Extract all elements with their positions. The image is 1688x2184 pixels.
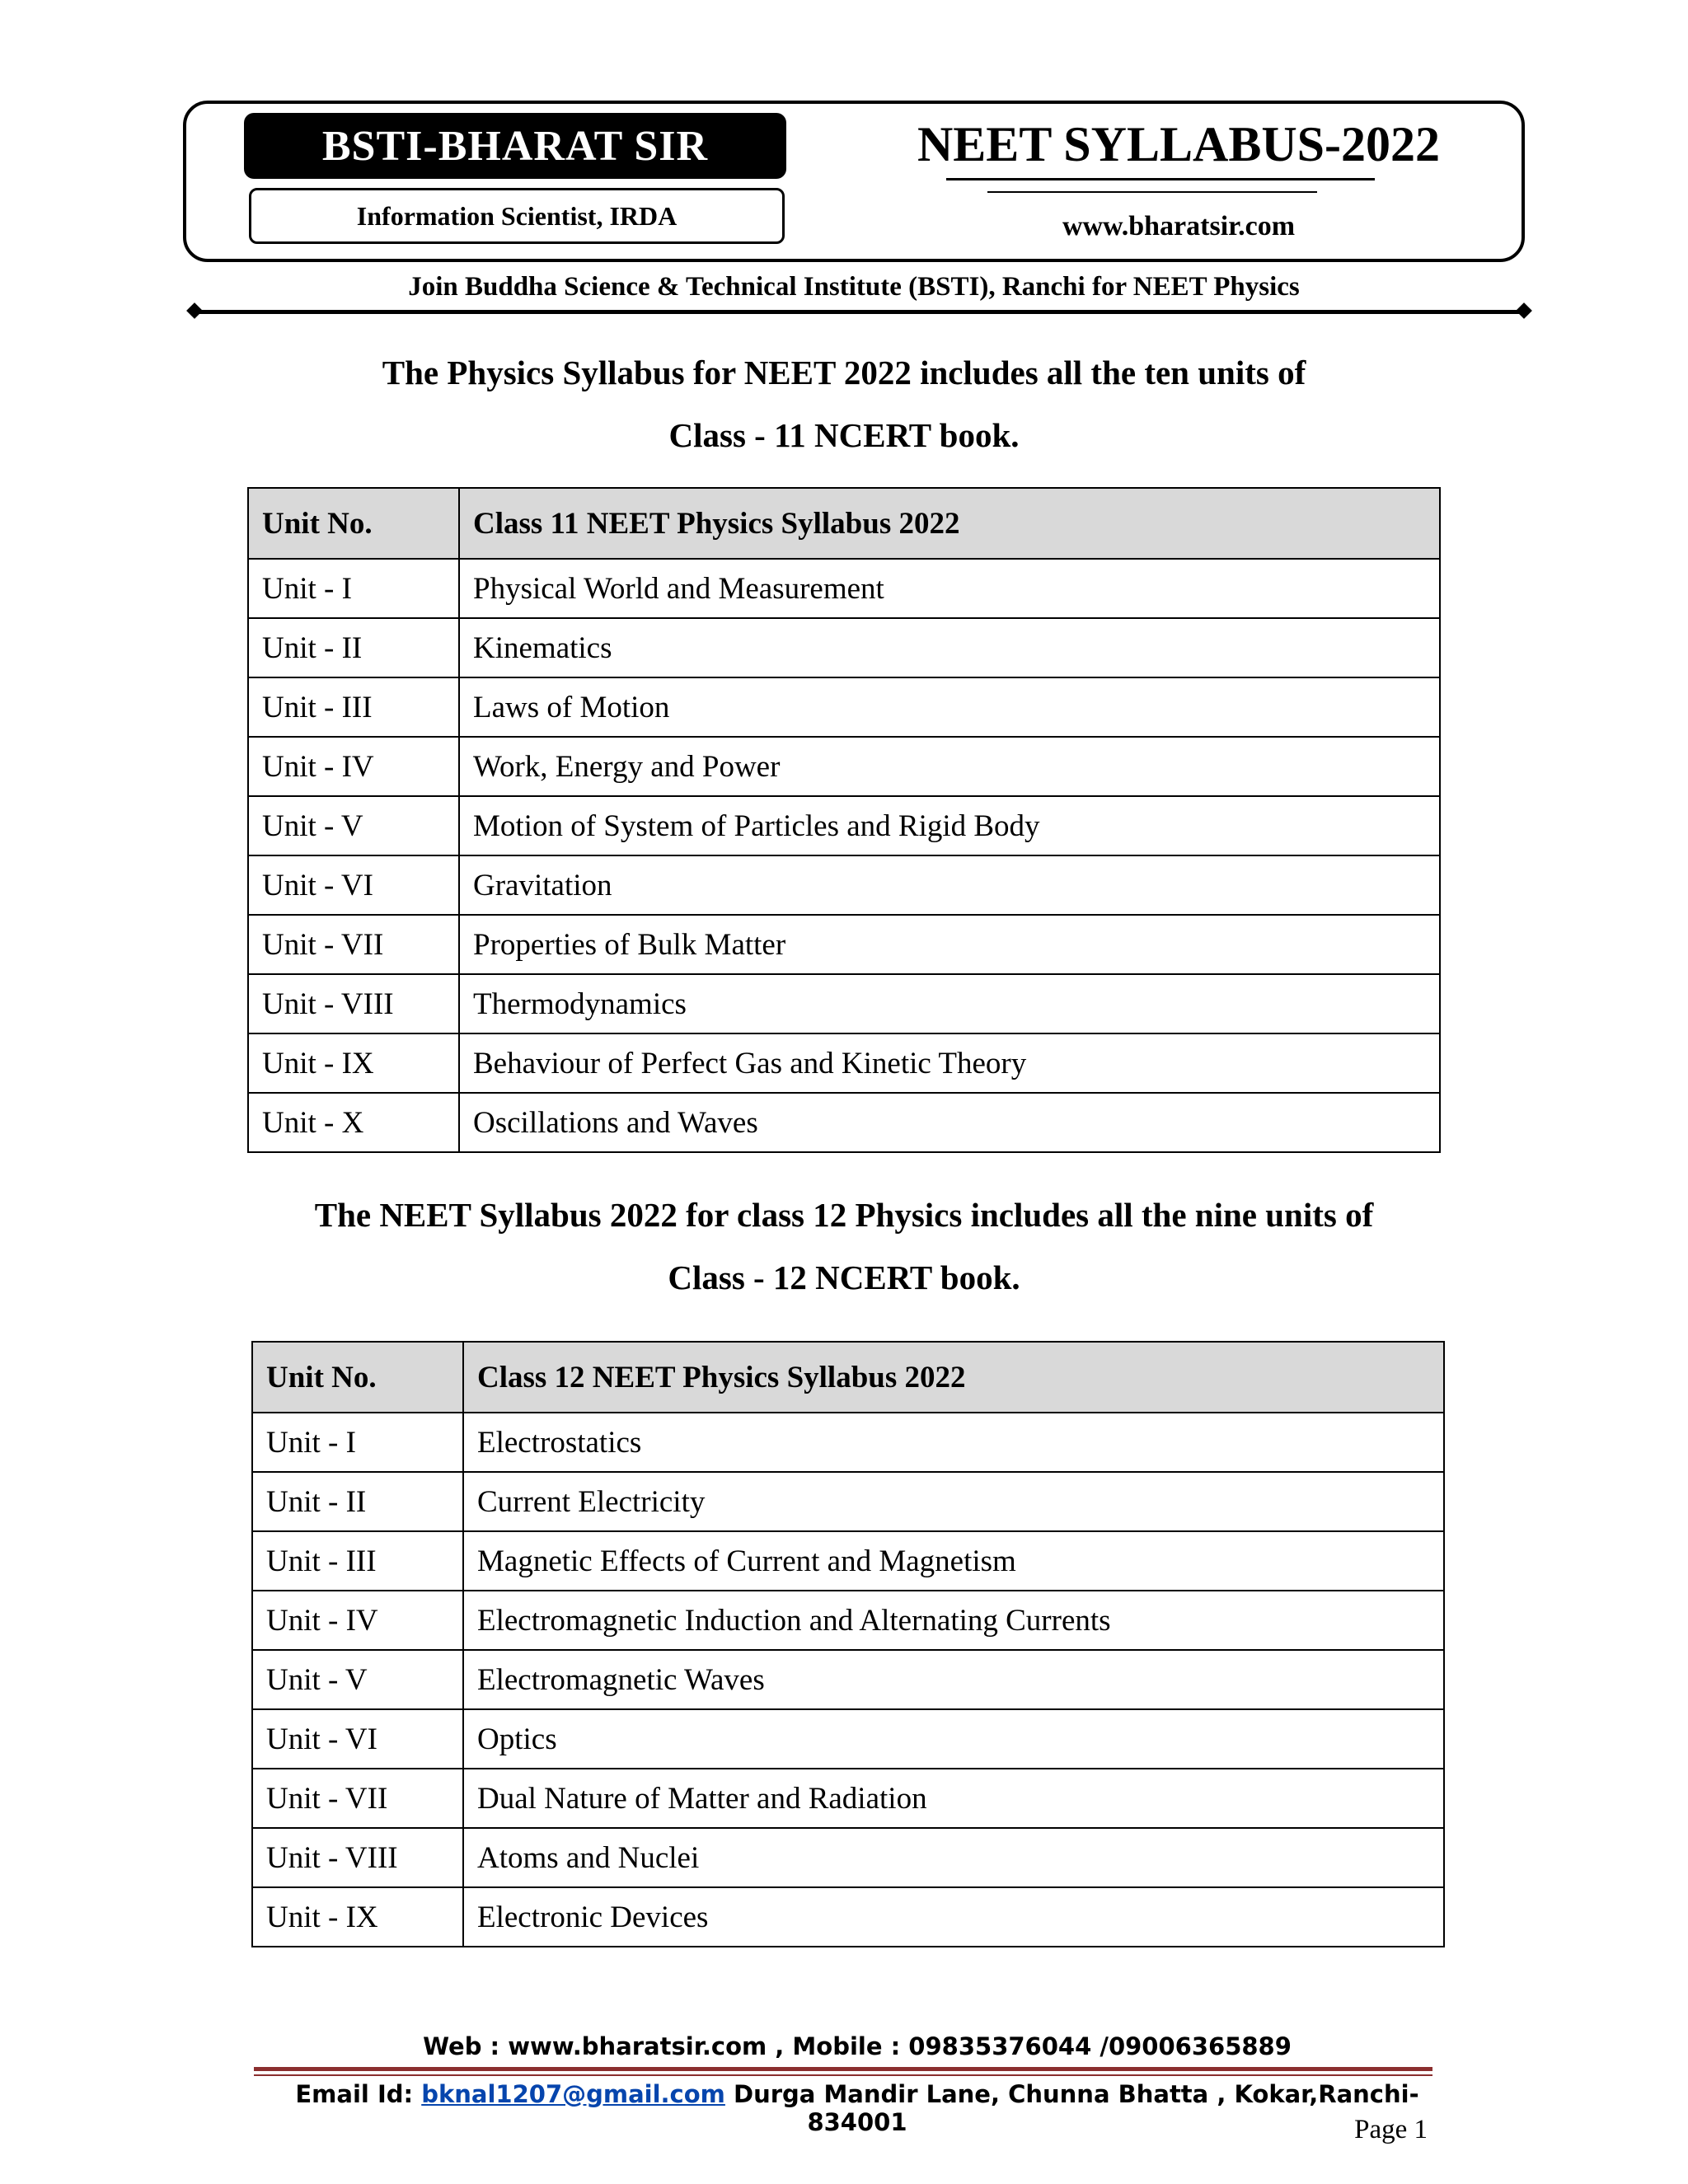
unit-cell: Unit - IV [248,737,459,796]
table-row [252,1591,1444,1650]
unit-cell: Unit - VII [248,915,459,974]
table-row [252,1472,1444,1531]
table-header-row [252,1342,1444,1413]
topic-cell: Gravitation [459,855,1440,915]
column-header-topic: Class 12 NEET Physics Syllabus 2022 [463,1342,1444,1413]
unit-cell: Unit - V [248,796,459,855]
unit-cell: Unit - IX [248,1033,459,1093]
class11-intro-line1: The Physics Syllabus for NEET 2022 includes all the ten units of [382,354,1306,391]
unit-cell: Unit - VIII [248,974,459,1033]
table-row [248,737,1440,796]
brand-label: BSTI-BHARAT SIR [244,113,786,179]
unit-cell: Unit - IX [252,1887,463,1947]
footer-rule-thin [254,2074,1432,2076]
page-number: Page 1 [1354,2115,1428,2144]
class11-syllabus-table [247,487,1441,1153]
class12-intro-line2: Class - 12 NCERT book. [668,1258,1020,1296]
divider-right-diamond [1516,302,1532,319]
email-link[interactable]: bknal1207@gmail.com [421,2080,725,2108]
table-row [252,1828,1444,1887]
unit-cell: Unit - VIII [252,1828,463,1887]
topic-cell: Magnetic Effects of Current and Magnetism [463,1531,1444,1591]
email-label: Email Id: [295,2080,422,2108]
topic-cell: Electromagnetic Waves [463,1650,1444,1709]
column-header-unit: Unit No. [248,488,459,559]
table-row [252,1650,1444,1709]
footer-rule [254,2067,1432,2071]
unit-cell: Unit - X [248,1093,459,1152]
unit-cell: Unit - IV [252,1591,463,1650]
table-row [252,1887,1444,1947]
page-title: NEET SYLLABUS-2022 [917,117,1441,171]
table-row [248,559,1440,618]
topic-cell: Current Electricity [463,1472,1444,1531]
table-row [252,1769,1444,1828]
topic-cell: Oscillations and Waves [459,1093,1440,1152]
column-header-topic: Class 11 NEET Physics Syllabus 2022 [459,488,1440,559]
footer-contact: Web : www.bharatsir.com , Mobile : 09835376044 /09006365889 [423,2032,1292,2060]
topic-cell: Electromagnetic Induction and Alternating Currents [463,1591,1444,1650]
unit-cell: Unit - II [252,1472,463,1531]
unit-cell: Unit - VI [248,855,459,915]
class11-intro-line2: Class - 11 NCERT book. [668,416,1020,454]
table-row [248,974,1440,1033]
topic-cell: Work, Energy and Power [459,737,1440,796]
class12-syllabus-table [251,1341,1445,1947]
join-banner-text: Join Buddha Science & Technical Institute (BSTI), Ranchi for NEET Physics [408,272,1300,302]
topic-cell: Properties of Bulk Matter [459,915,1440,974]
unit-cell: Unit - VII [252,1769,463,1828]
class12-intro [132,1183,1556,1309]
address-text: Durga Mandir Lane, Chunna Bhatta , Kokar,Ranchi-834001 [724,2080,1419,2136]
table-row [248,1033,1440,1093]
table-row [252,1709,1444,1769]
topic-cell: Optics [463,1709,1444,1769]
class12-intro-line1: The NEET Syllabus 2022 for class 12 Physics includes all the nine units of [314,1196,1374,1234]
brand-subtitle: Information Scientist, IRDA [249,188,785,244]
table-header-row [248,488,1440,559]
unit-cell: Unit - III [252,1531,463,1591]
table-row [248,915,1440,974]
topic-cell: Motion of System of Particles and Rigid Body [459,796,1440,855]
table-row [252,1413,1444,1472]
table-row [248,796,1440,855]
topic-cell: Electrostatics [463,1413,1444,1472]
topic-cell: Behaviour of Perfect Gas and Kinetic Theory [459,1033,1440,1093]
topic-cell: Thermodynamics [459,974,1440,1033]
unit-cell: Unit - III [248,677,459,737]
table-row [248,855,1440,915]
unit-cell: Unit - V [252,1650,463,1709]
title-underline-secondary [987,191,1317,193]
table-row [248,677,1440,737]
footer-address-line [247,2080,1467,2136]
unit-cell: Unit - I [248,559,459,618]
table-row [248,1093,1440,1152]
topic-cell: Kinematics [459,618,1440,677]
unit-cell: Unit - VI [252,1709,463,1769]
column-header-unit: Unit No. [252,1342,463,1413]
unit-cell: Unit - I [252,1413,463,1472]
topic-cell: Electronic Devices [463,1887,1444,1947]
class11-intro [132,341,1556,466]
unit-cell: Unit - II [248,618,459,677]
topic-cell: Laws of Motion [459,677,1440,737]
topic-cell: Dual Nature of Matter and Radiation [463,1769,1444,1828]
divider-left-diamond [186,302,203,319]
website-text: www.bharatsir.com [1062,211,1296,241]
title-underline [946,178,1375,180]
header-divider [198,310,1522,314]
table-row [248,618,1440,677]
table-row [252,1531,1444,1591]
topic-cell: Atoms and Nuclei [463,1828,1444,1887]
topic-cell: Physical World and Measurement [459,559,1440,618]
